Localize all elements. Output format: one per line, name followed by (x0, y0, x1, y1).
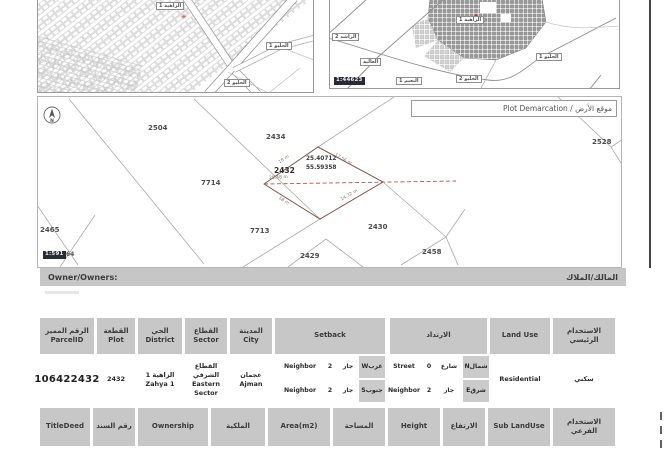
owner-label-ar: المالك/الملاك (565, 272, 618, 282)
footer-height-ar: الارتفاع (443, 408, 485, 446)
header-sector-en: Sector (193, 336, 219, 344)
header-parcelid-en: ParcelID (50, 336, 84, 344)
cell-parcel-id: 106422432 (34, 374, 100, 385)
cell-district-en: Zahya 1 (145, 380, 175, 388)
setback-value: 2 (426, 386, 432, 394)
header-plot-ar: القطعة (103, 326, 129, 335)
header-city-ar: المدينة (239, 326, 263, 335)
setback-type-ar: شارع (440, 362, 458, 370)
scan-edge-artifact (649, 0, 651, 268)
cell-plot: 2432 (106, 375, 126, 384)
plot-demarcation-panel (37, 96, 622, 268)
header-plot-en: Plot (108, 336, 124, 344)
parcel-number: 7714 (201, 179, 221, 187)
drawing-scale-suffix: 64 (66, 251, 75, 258)
setback-type-ar: جار (443, 386, 455, 394)
north-compass-icon (44, 107, 60, 124)
district-label: النعيم 1 (396, 77, 422, 85)
parcel-number: 2528 (592, 138, 612, 146)
header-district-en: District (145, 336, 175, 344)
parcel-number: 7713 (250, 227, 270, 235)
dimension-label: 25.48 m (269, 175, 288, 181)
location-marker-icon: ✳ (181, 13, 187, 21)
footer-ownership-ar: الملكية (211, 408, 265, 446)
cell-sector-en: Eastern Sector (191, 380, 221, 398)
header-city-en: City (243, 336, 259, 344)
scan-edge-artifact (660, 412, 662, 420)
district-label: الراشد 2 (332, 33, 359, 41)
map-scale-badge: 1:44623 (336, 77, 363, 83)
header-district-ar: الحي (151, 326, 169, 335)
panel-title: Plot Demarcation / موقع الأرض (411, 100, 617, 117)
coordinates (306, 155, 336, 172)
owner-bar-right (336, 268, 626, 286)
parcel-number: 2429 (300, 252, 320, 260)
district-label: الحليو 1 (266, 42, 292, 50)
header-district (138, 318, 182, 354)
setback-type-ar: جار (342, 386, 354, 394)
header-plot (97, 318, 135, 354)
cell-landuse: Residential (499, 375, 541, 384)
footer-sublanduse-ar: الاستخدام الفرعي (553, 408, 615, 446)
district-label: الحليو 2 (456, 75, 482, 83)
parcel-number: 2434 (266, 133, 286, 141)
header-setback: Setback (275, 318, 385, 354)
district-label: الزاهية 1 (156, 2, 184, 10)
setback-type: Street (393, 362, 415, 370)
owner-bar-left (40, 268, 340, 286)
cell-district-ar: الزاهية 1 (145, 370, 175, 379)
drawing-scale-badge: 1:591 (45, 251, 64, 257)
dimension-label: 17.56 m (333, 153, 353, 167)
header-sector (185, 318, 227, 354)
footer-area-en: Area(m2) (268, 408, 330, 446)
header-setback-ar: الارتداد (390, 318, 487, 354)
footer-height-en: Height (388, 408, 440, 446)
setback-type: Neighbor (387, 386, 421, 394)
setback-direction: غربW (359, 356, 385, 378)
cell-city-ar: عجمان (240, 370, 262, 379)
footer-area-ar: المساحة (333, 408, 385, 446)
dimension-label: 18 m (277, 196, 290, 207)
footer-ownership-en: Ownership (138, 408, 208, 446)
parcel-number: 2458 (422, 248, 442, 256)
district-label: الحليو 1 (536, 53, 562, 61)
parcel-number: 2504 (148, 124, 168, 132)
redacted-owner-text (45, 291, 79, 294)
cell-sector-ar: القطاع الشرقي (192, 361, 220, 379)
setback-value: 2 (327, 386, 333, 394)
footer-titledeed-ar: رقم السند (93, 408, 135, 446)
cell-city-en: Ajman (239, 380, 263, 388)
setback-type: Neighbor (283, 386, 317, 394)
setback-direction: جنوبS (359, 380, 385, 402)
overview-map-left (37, 0, 314, 93)
header-parcelid (40, 318, 94, 354)
setback-value: 2 (327, 362, 333, 370)
footer-titledeed-en: TitleDeed (40, 408, 90, 446)
parcel-drawing (38, 97, 621, 267)
parcel-number: 2430 (368, 223, 388, 231)
header-sector-ar: القطاع (193, 326, 219, 335)
district-label: الحليو 2 (224, 79, 250, 87)
latitude: 25.40712 (306, 156, 337, 162)
cell-city (230, 355, 272, 405)
parcel-number: 2465 (40, 226, 60, 234)
owner-label-en: Owner/Owners: (48, 272, 118, 282)
setback-direction: شرقE (463, 380, 489, 402)
svg-text:N: N (50, 119, 54, 124)
footer-sublanduse-en: Sub LandUse (488, 408, 550, 446)
district-label: العالية (360, 58, 381, 66)
header-city (230, 318, 272, 354)
setback-type: Neighbor (283, 362, 317, 370)
header-parcelid-ar: الرقم المميز (45, 326, 89, 335)
header-landuse-ar: الاستخدام الرئيسي (553, 318, 615, 354)
header-landuse: Land Use (490, 318, 550, 354)
cell-sector (185, 355, 227, 405)
scan-edge-artifact (660, 440, 662, 448)
overview-map-right (329, 0, 620, 89)
setback-type-ar: جار (342, 362, 354, 370)
setback-value: 0 (426, 362, 432, 370)
subject-parcel-number: 2432 (274, 166, 295, 175)
dimension-label: 18 m (278, 154, 291, 166)
cell-landuse-ar: سكني (574, 375, 594, 384)
district-label: الزاهية 1 (456, 16, 484, 24)
setback-direction: شمالN (463, 356, 489, 378)
scan-edge-artifact (660, 426, 662, 434)
longitude: 55.59358 (306, 164, 337, 171)
cell-district (138, 355, 182, 405)
dimension-label: 14.32 m (340, 188, 359, 203)
